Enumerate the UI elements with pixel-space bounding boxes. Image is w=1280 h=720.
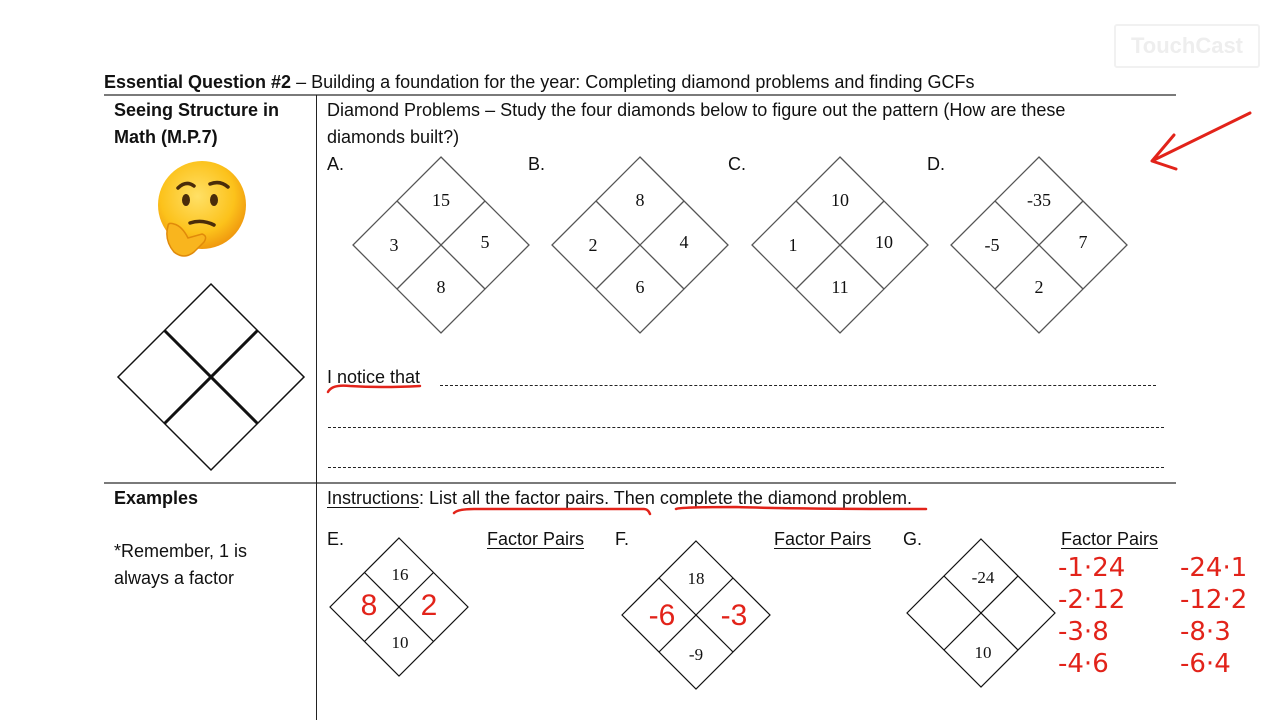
diamond-b-bottom: 6	[635, 277, 645, 297]
diamond-d-bottom: 2	[1034, 277, 1044, 297]
row1-heading-line1: Seeing Structure in	[114, 100, 280, 120]
diamond-c-right: 10	[875, 232, 893, 252]
page-title	[104, 69, 974, 95]
g-factor-pairs-col1	[1058, 552, 1125, 680]
diamond-b-right: 4	[679, 232, 689, 252]
notice-answer-line-3[interactable]	[328, 467, 1164, 468]
diamond-e-right-handwritten: 2	[420, 589, 438, 622]
diamond-a-right: 5	[480, 232, 490, 252]
example-f-factor-pairs-label: Factor Pairs	[774, 529, 872, 549]
notice-answer-line-1[interactable]	[440, 385, 1156, 386]
g-factor-pair: -6·4	[1180, 649, 1231, 679]
row1-heading-line2: Math (M.P.7)	[114, 127, 218, 147]
diamond-e-top: 16	[391, 565, 409, 584]
table-middle-rule	[104, 482, 1176, 484]
diamond-a-left: 3	[389, 235, 399, 255]
example-f-label: F.	[615, 529, 630, 549]
notice-label: I notice that	[327, 367, 421, 387]
diamond-c-bottom: 11	[831, 277, 849, 297]
notice-red-underline	[326, 380, 426, 396]
diamond-d-label: D.	[927, 154, 945, 174]
diamond-g-right-answer[interactable]	[1004, 596, 1034, 620]
diamond-d-left: -5	[984, 235, 1000, 255]
diamond-prompt-line1: Diamond Problems – Study the four diamonds below to figure out the pattern (How are these	[327, 100, 1066, 120]
examples-note-line2: always a factor	[114, 568, 235, 588]
diamond-g-left-answer[interactable]	[932, 596, 962, 620]
g-factor-pair: -12·2	[1180, 585, 1248, 615]
example-e-label: E.	[327, 529, 345, 549]
notice-answer-line-2[interactable]	[328, 427, 1164, 428]
diamond-a-top: 15	[432, 190, 450, 210]
diamond-e-bottom: 10	[391, 633, 409, 652]
diamond-d-top: -35	[1027, 190, 1051, 210]
diamond-c-label: C.	[728, 154, 746, 174]
diamond-c-left: 1	[788, 235, 798, 255]
diamond-e-left-handwritten: 8	[360, 589, 378, 622]
diamond-d-right: 7	[1078, 232, 1088, 252]
red-arrow-annotation	[1140, 105, 1260, 180]
instructions-text: : List all the factor pairs. Then complete the diamond problem.	[419, 488, 912, 508]
instructions-label: Instructions	[327, 488, 420, 508]
example-e-factor-pairs-label: Factor Pairs	[487, 529, 585, 549]
title-rest: – Building a foundation for the year: Completing diamond problems and finding GCFs	[291, 72, 975, 92]
diamond-b-top: 8	[635, 190, 645, 210]
diamond-g-top: -24	[971, 568, 995, 587]
g-factor-pair: -24·1	[1180, 553, 1248, 583]
diamond-template	[116, 282, 306, 472]
examples-heading: Examples	[114, 488, 199, 508]
diamond-c-top: 10	[831, 190, 849, 210]
g-factor-pairs-col2	[1180, 552, 1247, 680]
g-factor-pair: -1·24	[1058, 553, 1126, 583]
diamond-g-bottom: 10	[974, 643, 992, 662]
diamond-f-top: 18	[687, 569, 705, 588]
instructions-red-underlines	[450, 503, 940, 517]
diamond-f-right-handwritten: -3	[720, 599, 748, 632]
touchcast-watermark: TouchCast	[1114, 24, 1260, 68]
diamond-a-bottom: 8	[436, 277, 446, 297]
example-g-label: G.	[903, 529, 923, 549]
diamond-a-label: A.	[327, 154, 345, 174]
g-factor-pair: -3·8	[1058, 617, 1109, 647]
example-g-factor-pairs-label: Factor Pairs	[1061, 529, 1159, 549]
title-bold: Essential Question #2	[104, 72, 292, 92]
diamond-f-left-handwritten: -6	[648, 599, 676, 632]
table-top-rule	[104, 94, 1176, 96]
g-factor-pair: -2·12	[1058, 585, 1126, 615]
diamond-b-label: B.	[528, 154, 546, 174]
diamond-prompt-line2: diamonds built?)	[327, 127, 460, 147]
diamond-e	[329, 537, 469, 677]
table-column-divider	[316, 95, 317, 720]
examples-note-line1: *Remember, 1 is	[114, 541, 248, 561]
g-factor-pair: -4·6	[1058, 649, 1109, 679]
diamond-f-bottom: -9	[688, 645, 704, 664]
thinking-face-icon	[152, 160, 248, 260]
g-factor-pair: -8·3	[1180, 617, 1231, 647]
diamond-b-left: 2	[588, 235, 598, 255]
